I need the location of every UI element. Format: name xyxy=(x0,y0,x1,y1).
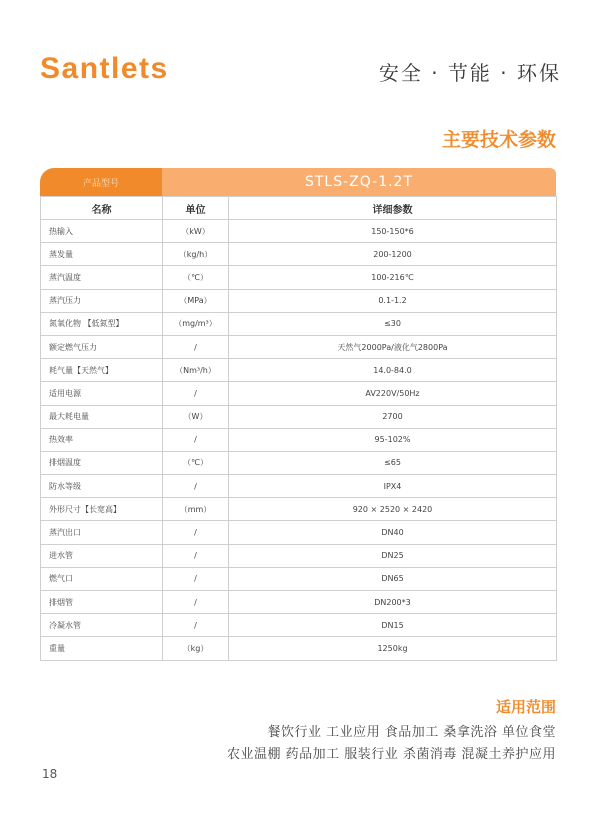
cell-value: IPX4 xyxy=(229,475,557,498)
table-row xyxy=(41,637,557,660)
spec-table-container xyxy=(40,168,556,661)
spec-table xyxy=(40,196,557,661)
table-header-row xyxy=(41,197,557,220)
cell-value: ≤30 xyxy=(229,312,557,335)
cell-unit: / xyxy=(163,521,229,544)
cell-name: 氮氧化物 【低氮型】 xyxy=(41,312,163,335)
cell-unit: / xyxy=(163,382,229,405)
table-row xyxy=(41,243,557,266)
cell-name: 防水等级 xyxy=(41,475,163,498)
cell-value: 150-150*6 xyxy=(229,220,557,243)
cell-unit: （℃） xyxy=(163,451,229,474)
cell-name: 外形尺寸【长宽高】 xyxy=(41,498,163,521)
section-title: 主要技术参数 xyxy=(441,129,556,151)
cell-name: 重量 xyxy=(41,637,163,660)
cell-unit: / xyxy=(163,428,229,451)
slogan: 安全 · 节能 · 环保 xyxy=(378,61,561,85)
model-value: STLS-ZQ-1.2T xyxy=(162,168,556,196)
table-row xyxy=(41,544,557,567)
cell-name: 适用电源 xyxy=(41,382,163,405)
cell-value: ≤65 xyxy=(229,451,557,474)
cell-unit: / xyxy=(163,544,229,567)
cell-name: 蒸汽出口 xyxy=(41,521,163,544)
cell-value: DN65 xyxy=(229,567,557,590)
cell-name: 排烟温度 xyxy=(41,451,163,474)
table-row xyxy=(41,359,557,382)
cell-value: 920 × 2520 × 2420 xyxy=(229,498,557,521)
brand-logo: Santlets xyxy=(40,52,169,85)
table-row xyxy=(41,521,557,544)
cell-value: 100-216℃ xyxy=(229,266,557,289)
cell-name: 热输入 xyxy=(41,220,163,243)
cell-value: DN15 xyxy=(229,614,557,637)
cell-value: AV220V/50Hz xyxy=(229,382,557,405)
cell-unit: （mm） xyxy=(163,498,229,521)
model-label: 产品型号 xyxy=(40,168,162,196)
cell-unit: / xyxy=(163,335,229,358)
cell-unit: / xyxy=(163,614,229,637)
cell-value: 1250kg xyxy=(229,637,557,660)
cell-unit: / xyxy=(163,475,229,498)
cell-name: 蒸汽压力 xyxy=(41,289,163,312)
table-row xyxy=(41,312,557,335)
cell-value: DN25 xyxy=(229,544,557,567)
cell-name: 耗气量【天然气】 xyxy=(41,359,163,382)
cell-value: 95-102% xyxy=(229,428,557,451)
cell-name: 蒸发量 xyxy=(41,243,163,266)
table-row xyxy=(41,382,557,405)
table-row xyxy=(41,451,557,474)
cell-name: 蒸汽温度 xyxy=(41,266,163,289)
cell-unit: （kg/h） xyxy=(163,243,229,266)
cell-name: 进水管 xyxy=(41,544,163,567)
table-row xyxy=(41,567,557,590)
cell-unit: （MPa） xyxy=(163,289,229,312)
table-row xyxy=(41,614,557,637)
table-row xyxy=(41,591,557,614)
column-header-detail: 详细参数 xyxy=(229,197,557,220)
column-header-name: 名称 xyxy=(41,197,163,220)
cell-name: 排烟管 xyxy=(41,591,163,614)
table-row xyxy=(41,428,557,451)
table-row xyxy=(41,405,557,428)
cell-unit: （℃） xyxy=(163,266,229,289)
cell-unit: （W） xyxy=(163,405,229,428)
cell-unit: / xyxy=(163,567,229,590)
page-number: 18 xyxy=(42,767,58,781)
cell-unit: / xyxy=(163,591,229,614)
scope-line-1: 餐饮行业 工业应用 食品加工 桑拿洗浴 单位食堂 xyxy=(267,725,556,740)
table-row xyxy=(41,475,557,498)
model-row xyxy=(40,168,556,196)
table-row xyxy=(41,266,557,289)
cell-value: 0.1-1.2 xyxy=(229,289,557,312)
cell-value: 200-1200 xyxy=(229,243,557,266)
table-row xyxy=(41,220,557,243)
column-header-unit: 单位 xyxy=(163,197,229,220)
table-row xyxy=(41,498,557,521)
scope-line-2: 农业温棚 药品加工 服装行业 杀菌消毒 混凝土养护应用 xyxy=(226,747,556,762)
cell-unit: （mg/m³） xyxy=(163,312,229,335)
cell-unit: （kW） xyxy=(163,220,229,243)
cell-value: 14.0-84.0 xyxy=(229,359,557,382)
scope-title: 适用范围 xyxy=(495,698,556,716)
cell-name: 最大耗电量 xyxy=(41,405,163,428)
spec-table-body xyxy=(41,220,557,661)
table-row xyxy=(41,289,557,312)
cell-unit: （Nm³/h） xyxy=(163,359,229,382)
cell-name: 热效率 xyxy=(41,428,163,451)
cell-value: DN40 xyxy=(229,521,557,544)
cell-value: DN200*3 xyxy=(229,591,557,614)
cell-unit: （kg） xyxy=(163,637,229,660)
cell-name: 燃气口 xyxy=(41,567,163,590)
cell-value: 2700 xyxy=(229,405,557,428)
table-row xyxy=(41,335,557,358)
cell-value: 天然气2000Pa/液化气2800Pa xyxy=(229,335,557,358)
cell-name: 冷凝水管 xyxy=(41,614,163,637)
cell-name: 额定燃气压力 xyxy=(41,335,163,358)
footer-strip xyxy=(44,806,564,812)
